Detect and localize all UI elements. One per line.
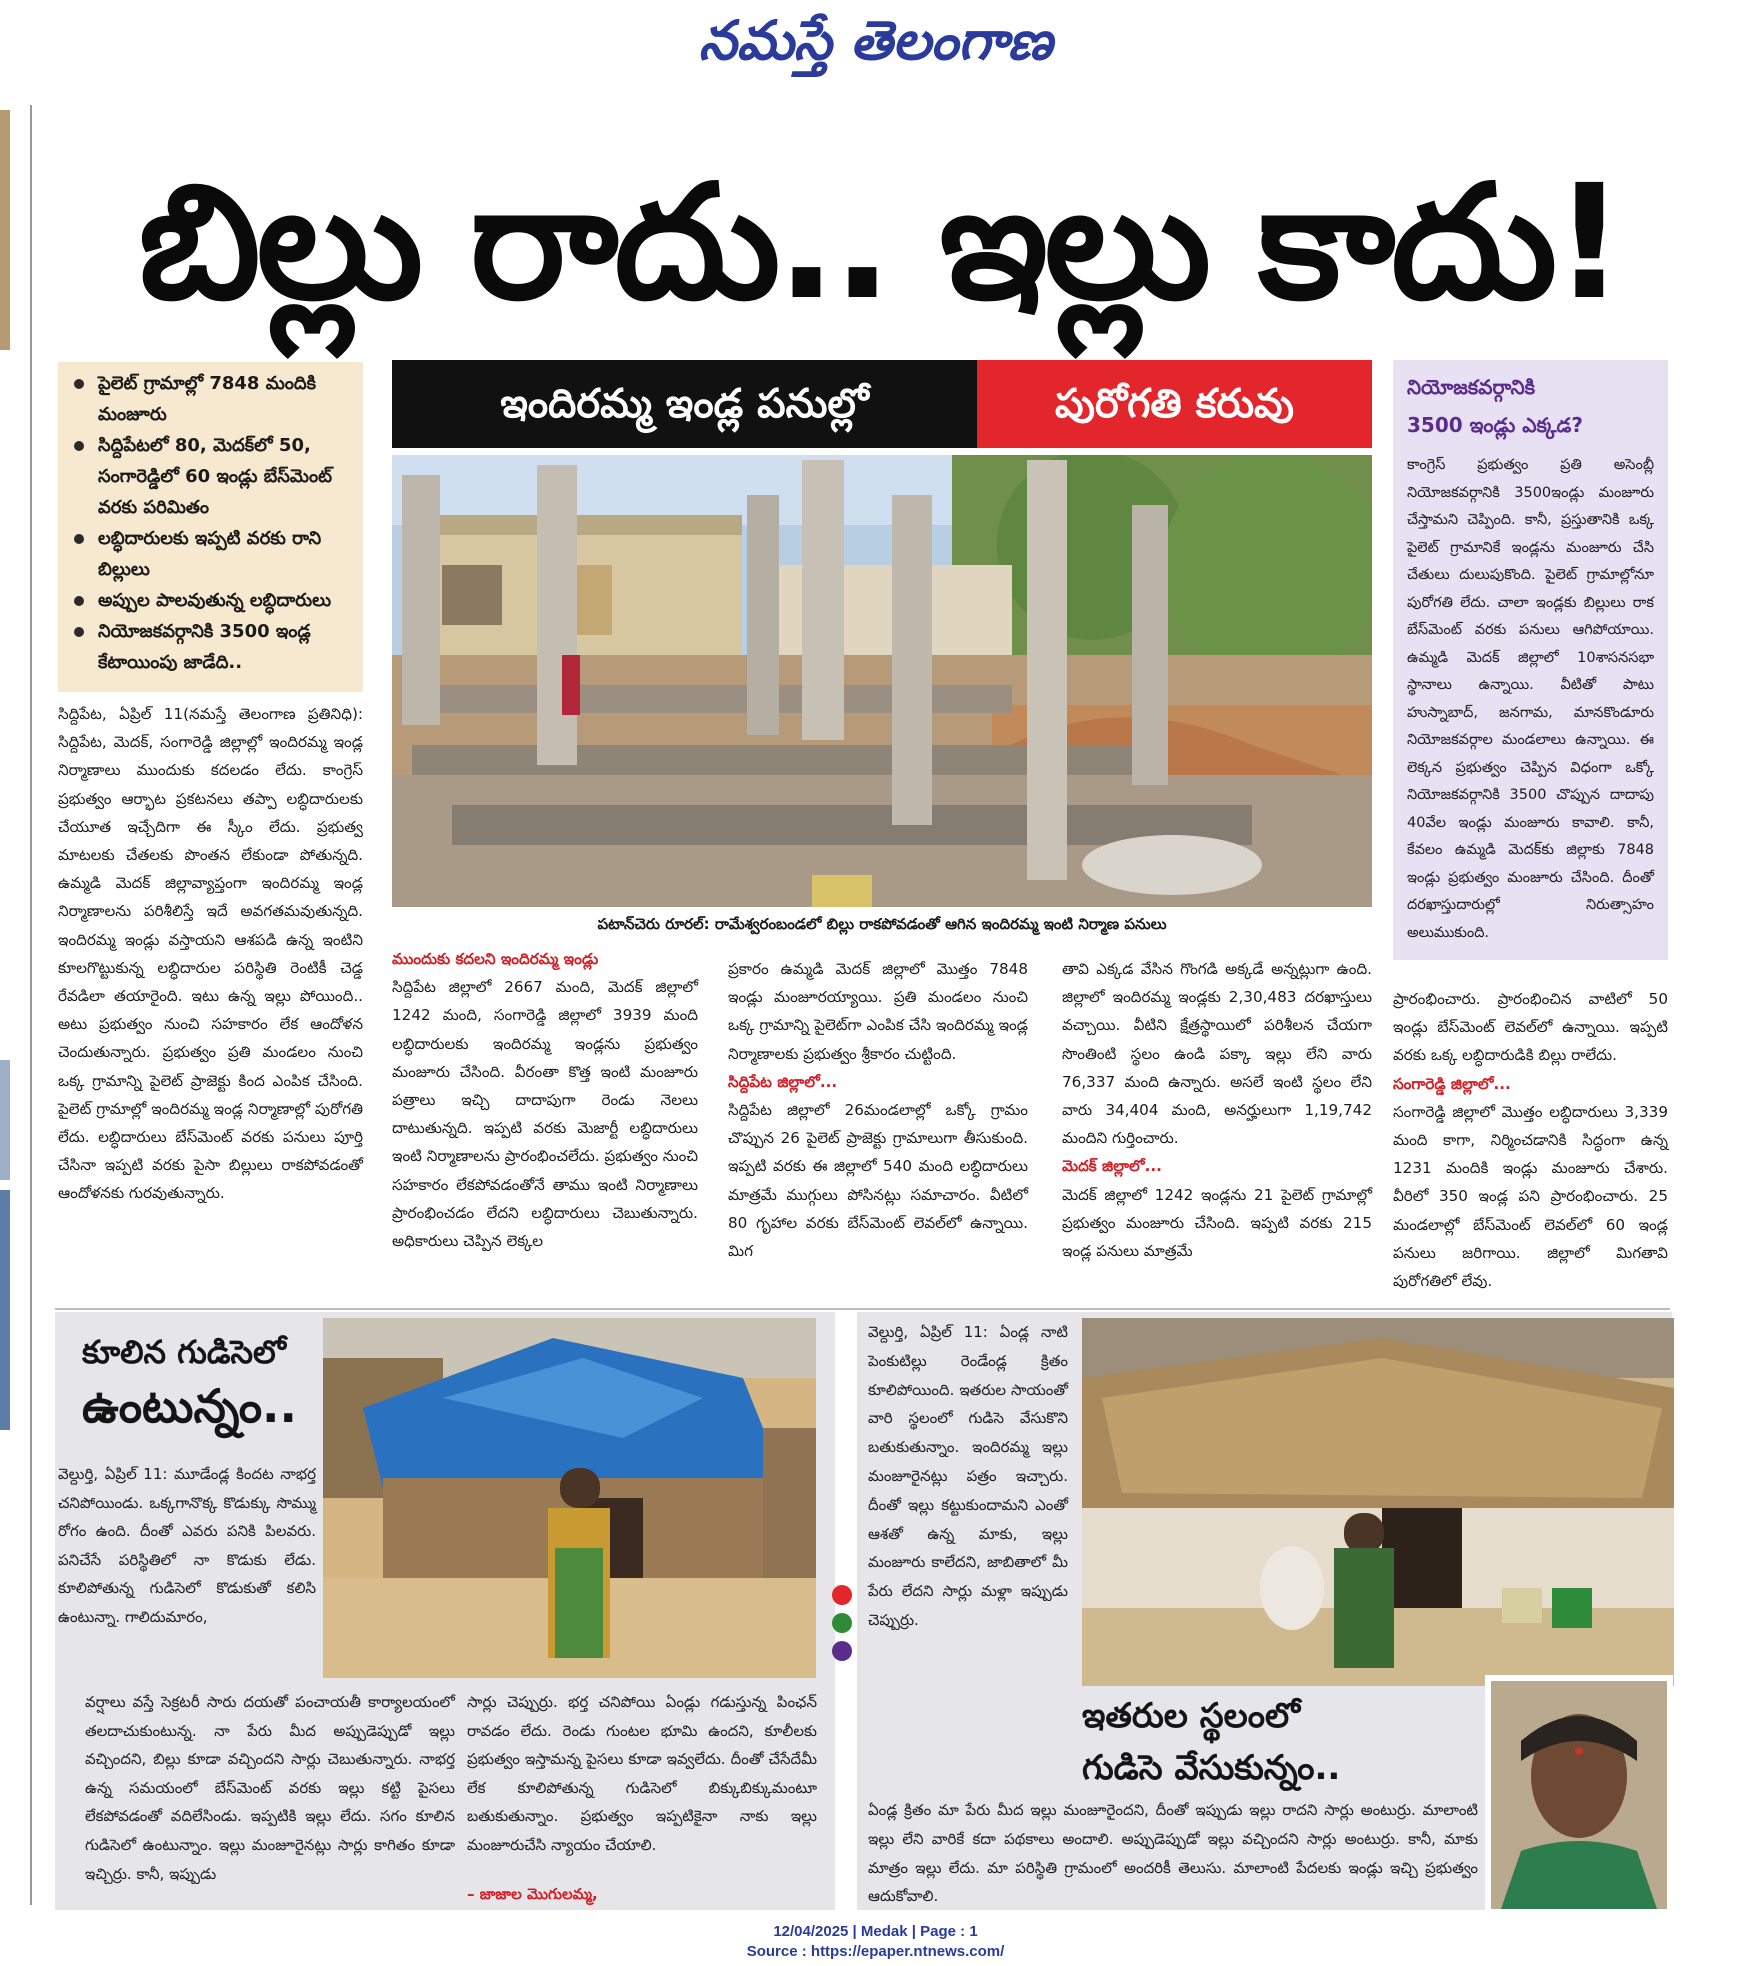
- left-edge-strip: [0, 100, 12, 1900]
- section-banner: [392, 360, 1372, 448]
- story-1-text-a: వెల్దుర్తి, ఏప్రిల్ 11: మూడేండ్ల కిందట నాభర్త చనిపోయిండు. ఒక్కగానొక్క కొడుక్కు సొమ్ము రోగం ఉంది. దీంతో ఎవరు పనికి పిలవరు. పనిచేసే పరిస్థితిలో నా కొడుకు లేడు. కూలిపోతున్న గుడిసెలో కొడుకుతో కలిసి ఉంటున్నా. గాలిదుమారం,: [58, 1465, 316, 1626]
- banner-red-text: పురోగతి కరువు: [977, 360, 1372, 448]
- story-2-text-b: ఏండ్ల క్రితం మా పేరు మీద ఇల్లు మంజూరైందని, దీంతో ఇప్పుడు ఇల్లు రాదని సార్లు అంటుర్రు. మాలాంటి ఇల్లు లేని వారికే కదా పథకాలు అందాలి. అప్పుడెప్పుడో ఇల్లు వచ్చిందని సార్లు అంటుర్రు. కానీ, మాకు మాత్రం ఇల్లు లేదు. మా పరిస్థితి గ్రామంలో అందరికీ తెలుసు. మాలాంటి పేదలకు ఇండ్లు ఇచ్చి ప్రభుత్వం ఆదుకోవాలి.: [868, 1801, 1478, 1906]
- highlight-item: సిద్దిపేటలో 80, మెదక్‌లో 50, సంగారెడ్డిలో 60 ఇండ్లు బేస్‌మెంట్ వరకు పరిమితం: [64, 430, 357, 523]
- banner-black-text: ఇందిరమ్మ ఇండ్ల పనుల్లో: [392, 360, 977, 448]
- woman-portrait-photo: [1485, 1675, 1673, 1915]
- story-2-heading: [1082, 1690, 1482, 1794]
- column-text: సంగారెడ్డి జిల్లాలో మొత్తం లబ్ధిదారులు 3,339 మంది కాగా, నిర్మించడానికి సిద్ధంగా ఉన్న 1231 మందికి ఇండ్లు మంజూరు చేశారు. వీరిలో 350 ఇండ్ల పని ప్రారంభించారు. 25 మండలాల్లో బేస్‌మెంట్ లెవల్‌లో 60 ఇండ్ల పనులు జరిగాయి. జిల్లాలో మిగతావి పురోగతిలో లేవు.: [1393, 1102, 1668, 1291]
- sidebar-heading-line: 3500 ఇండ్లు ఎక్కడ?: [1407, 413, 1583, 437]
- column-text: మెదక్ జిల్లాలో 1242 ఇండ్లను 21 పైలెట్ గ్రామాల్లో ప్రభుత్వం మంజూరు చేసింది. ఇప్పటి వరకు 215 ఇండ్ల పనులు మాత్రమే: [1062, 1185, 1372, 1261]
- headline: బిల్లు రాదు.. ఇల్లు కాదు!: [138, 151, 1622, 335]
- construction-site-photo: [392, 455, 1372, 907]
- highlight-item: పైలెట్ గ్రామాల్లో 7848 మందికి మంజూరు: [64, 368, 357, 430]
- masthead-logo: నమస్తే తెలంగాణ: [698, 8, 1053, 72]
- footer-source-link[interactable]: Source : https://epaper.ntnews.com/: [746, 1943, 1005, 1960]
- column-subhead: ముందుకు కదలని ఇందిరమ్మ ఇండ్లు: [392, 950, 599, 968]
- column-subhead: సంగారెడ్డి జిల్లాలో...: [1393, 1074, 1511, 1093]
- section-divider: [55, 1308, 1670, 1310]
- collapsed-hut-photo: [323, 1318, 816, 1678]
- story-1-text-c: సార్లు చెప్పుర్రు. భర్త చనిపోయి ఏండ్లు గడుస్తున్న పింఛన్ రావడం లేదు. రెండు గుంటల భూమి ఉందని, కూలీలకు ప్రభుత్వం ఇస్తామన్న పైసలు కూడా ఇవ్వలేదు. దీంతో చేసేదేమీ లేక కూలిపోతున్న గుడిసెలో బిక్కుబిక్కుమంటూ బతుకుతున్నాం. ప్రభుత్వం ఇప్పటికైనా నాకు ఇల్లు మంజూరుచేసి న్యాయం చేయాలి.: [467, 1693, 817, 1854]
- article-column-1: సిద్దిపేట, ఏప్రిల్ 11(నమస్తే తెలంగాణ ప్రతినిధి): సిద్దిపేట, మెదక్, సంగారెడ్డి జిల్లాల్లో ఇందిరమ్మ ఇండ్ల నిర్మాణాలు ముందుకు కదలడం లేదు. కాంగ్రెస్ ప్రభుత్వం ఆర్భాట ప్రకటనలు తప్పా లబ్ధిదారులకు చేయూత ఇచ్చేదిగా ఈ స్కీం లేదు. ప్రభుత్వ మాటలకు చేతలకు పొంతన లేకుండా పోతున్నది. ఉమ్మడి మెదక్ జిల్లావ్యాప్తంగా ఇందిరమ్మ ఇండ్ల నిర్మాణాలను పరిశీలిస్తే ఇదే అవగతమవుతున్నది. ఇందిరమ్మ ఇండ్లు వస్తాయని ఆశపడి ఉన్న ఇంటిని కూలగొట్టుకున్న లబ్ధిదారుల పరిస్థితి రెంటికీ చెడ్డ రేవడిలా తయారైంది. ఇటు ఉన్న ఇల్లు పోయింది.. అటు ప్రభుత్వం నుంచి సహకారం లేక ఆందోళన చెందుతున్నారు. ప్రభుత్వం ప్రతి మండలం నుంచి ఒక్క గ్రామాన్ని పైలెట్ ప్రాజెక్టు కింద ఎంపిక చేసింది. పైలెట్ గ్రామాల్లో ఇందిరమ్మ ఇండ్ల నిర్మాణాల్లో పురోగతి లేదు. లబ్ధిదారులు బేస్‌మెంట్ వరకు పనులు పూర్తి చేసినా ఇప్పటి వరకు పైసా బిల్లులు రాకపోవడంతో ఆందోళనకు గురవుతున్నారు.: [58, 705, 363, 1203]
- article-column-5: [1393, 985, 1668, 1295]
- thatched-hut-photo: [1082, 1318, 1674, 1686]
- column-subhead: సిద్దిపేట జిల్లాలో...: [728, 1072, 838, 1091]
- column-subhead: మెదక్ జిల్లాలో...: [1062, 1157, 1162, 1176]
- story-heading-line: కూలిన గుడిసెలో: [82, 1333, 286, 1371]
- article-column-2: [392, 945, 698, 1255]
- story-heading-line: గుడిసె వేసుకున్నం..: [1082, 1748, 1341, 1788]
- footer-date-line: 12/04/2025 | Medak | Page : 1: [773, 1923, 978, 1940]
- column-text: సిద్దిపేట జిల్లాలో 26మండలాల్లో ఒక్కో గ్రామం చొప్పున 26 పైలెట్ ప్రాజెక్టు గ్రామాలుగా తీసుకుంది. ఇప్పటి వరకు ఈ జిల్లాలో 540 మంది లబ్ధిదారులు మాత్రమే ముగ్గులు పోసినట్లు సమాచారం. వీటిలో 80 గృహాల వరకు బేస్‌మెంట్ లెవల్‌లో ఉన్నాయి. మిగ: [728, 1101, 1028, 1261]
- column-text: సిద్దిపేట జిల్లాలో 2667 మంది, మెదక్ జిల్లాలో 1242 మంది, సంగారెడ్డి జిల్లాలో 3939 మంది లబ్ధిదారులకు ఇందిరమ్మ ఇండ్లను ప్రభుత్వం మంజూరు చేసింది. వీరంతా కొత్త ఇంటి మంజూరు పత్రాలు ఇచ్చి దాదాపుగా రెండు నెలలు దాటుతున్నది. ఇప్పటి వరకు మెజార్టీ లబ్ధిదారులు ఇంటి నిర్మాణాలను ప్రారంభించలేదు. ప్రభుత్వం నుంచి సహకారం లేకపోవడంతోనే తాము ఇంటి నిర్మాణాలు ప్రారంభించడం లేదని లబ్ధిదారులు చెబుతున్నారు. అధికారులు చెప్పిన లెక్కల: [392, 978, 698, 1251]
- story-1-byline: – జాజాల మొగులమ్మ,: [467, 1885, 598, 1903]
- sidebar-box: [1393, 360, 1668, 960]
- column-text: తావి ఎక్కడ వేసిన గొంగడి అక్కడే అన్నట్లుగా ఉంది. జిల్లాలో ఇందిరమ్మ ఇండ్లకు 2,30,483 దరఖాస్తులు వచ్చాయి. వీటిని క్షేత్రస్థాయిలో పరిశీలన చేయగా సొంతింటి స్థలం ఉండి పక్కా ఇల్లు లేని వారు 76,337 మంది ఉన్నారు. అసలే ఇంటి స్థలం లేని వారు 34,404 మంది, అనర్హులుగా 1,19,742 మందిని గుర్తించారు.: [1062, 960, 1372, 1148]
- color-dots-separator: [832, 1585, 854, 1669]
- column-text: ప్రారంభించారు. ప్రారంభించిన వాటిలో 50 ఇండ్లు బేస్‌మెంట్ లెవల్‌లో ఉన్నాయి. ఇప్పటి వరకు ఒక్క లబ్ధిదారుడికి బిల్లు రాలేదు.: [1393, 990, 1668, 1065]
- column-rule: [30, 105, 32, 1905]
- sidebar-heading-line: నియోజకవర్గానికి: [1407, 375, 1536, 399]
- article-column-3: [728, 955, 1028, 1265]
- story-2-text-a: వెల్దుర్తి, ఏప్రిల్ 11: ఏండ్ల నాటి పెంకుటిల్లు రెండేండ్ల క్రితం కూలిపోయింది. ఇతరుల సాయంతో వారి స్థలంలో గుడిసె వేసుకొని బతుకుతున్నాం. ఇందిరమ్మ ఇల్లు మంజూరైనట్లు పత్రం ఇచ్చారు. దీంతో ఇల్లు కట్టుకుందామని ఎంతో ఆశతో ఉన్న మాకు, ఇల్లు మంజూరు కాలేదని, జాబితాలో మీ పేరు లేదని సార్లు మళ్లా ఇప్పుడు చెప్పుర్రు.: [868, 1323, 1068, 1629]
- story-heading-line: ఇతరుల స్థలంలో: [1082, 1696, 1300, 1736]
- highlight-item: లబ్ధిదారులకు ఇప్పటి వరకు రాని బిల్లులు: [64, 523, 357, 585]
- page-footer: [0, 1922, 1751, 1962]
- highlights-box: [58, 362, 363, 692]
- sidebar-body-text: కాంగ్రెస్ ప్రభుత్వం ప్రతి అసెంబ్లీ నియోజకవర్గానికి 3500ఇండ్లు మంజూరు చేస్తామని చెప్పింది. కానీ, ప్రస్తుతానికి ఒక్క పైలెట్ గ్రామానికే ఇండ్లను మంజూరు చేసి చేతులు దులుపుకొంది. పైలెట్ గ్రామాల్లోనూ పురోగతి లేదు. చాలా ఇండ్లకు బిల్లులు రాక బేస్‌మెంట్ వరకు పనులు ఆగిపోయాయి. ఉమ్మడి మెదక్ జిల్లాలో 10శాసనసభా స్థానాలు ఉన్నాయి. వీటితో పాటు హుస్నాబాద్, జనగామ, మానకొండూరు నియోజకవర్గాల మండలాలు ఉన్నాయి. ఈ లెక్కన ప్రభుత్వం చెప్పిన విధంగా ఒక్కో నియోజకవర్గానికి 3500 చొప్పున దాదాపు 40వేల ఇండ్లు మంజూరు కావాలి. కానీ, కేవలం ఉమ్మడి మెదక్‌కు జిల్లాకు 7848 ఇండ్లు ప్రభుత్వం మంజూరు చేసింది. దీంతో దరఖాస్తుదారుల్లో నిరుత్సాహం అలుముకుంది.: [1407, 457, 1654, 941]
- column-text: ప్రకారం ఉమ్మడి మెదక్ జిల్లాలో మొత్తం 7848 ఇండ్లు మంజూరయ్యాయి. ప్రతి మండలం నుంచి ఒక్క గ్రామాన్ని పైలెట్‌గా ఎంపిక చేసి ఇందిరమ్మ ఇండ్ల నిర్మాణాలకు ప్రభుత్వం శ్రీకారం చుట్టింది.: [728, 960, 1028, 1063]
- story-1-heading: [82, 1330, 312, 1438]
- story-1-text-b: వర్షాలు వస్తే సెక్రటరీ సారు దయతో పంచాయతీ కార్యాలయంలో తలదాచుకుంటున్న. నా పేరు మీద అప్పుడెప్పుడో ఇల్లు వచ్చిందని, బిల్లు కూడా వచ్చిందని సార్లు చెబుతున్నారు. నాభర్త ఉన్న సమయంలో బేస్‌మెంట్ వరకు ఇల్లు కట్టి పైసలు లేకపోవడంతో వదిలేసిండు. ఇప్పటికి ఇల్లు లేదు. సగం కూలిన గుడిసెలో ఉంటున్నాం. ఇల్లు మంజూరైనట్లు సార్లు కాగితం కూడా ఇచ్చిర్రు. కానీ, ఇప్పుడు: [85, 1693, 455, 1883]
- story-heading-line: ఉంటున్నం..: [82, 1379, 297, 1433]
- photo-caption: పటాన్‌చెరు రూరల్: రామేశ్వరంబండలో బిల్లు రాకపోవడంతో ఆగిన ఇందిరమ్మ ఇంటి నిర్మాణ పనులు: [597, 915, 1167, 933]
- highlight-item: నియోజకవర్గానికి 3500 ఇండ్ల కేటాయింపు జాడేది..: [64, 616, 357, 678]
- article-column-4: [1062, 955, 1372, 1265]
- sidebar-heading: [1407, 368, 1654, 444]
- highlight-item: అప్పుల పాలవుతున్న లబ్ధిదారులు: [64, 585, 357, 616]
